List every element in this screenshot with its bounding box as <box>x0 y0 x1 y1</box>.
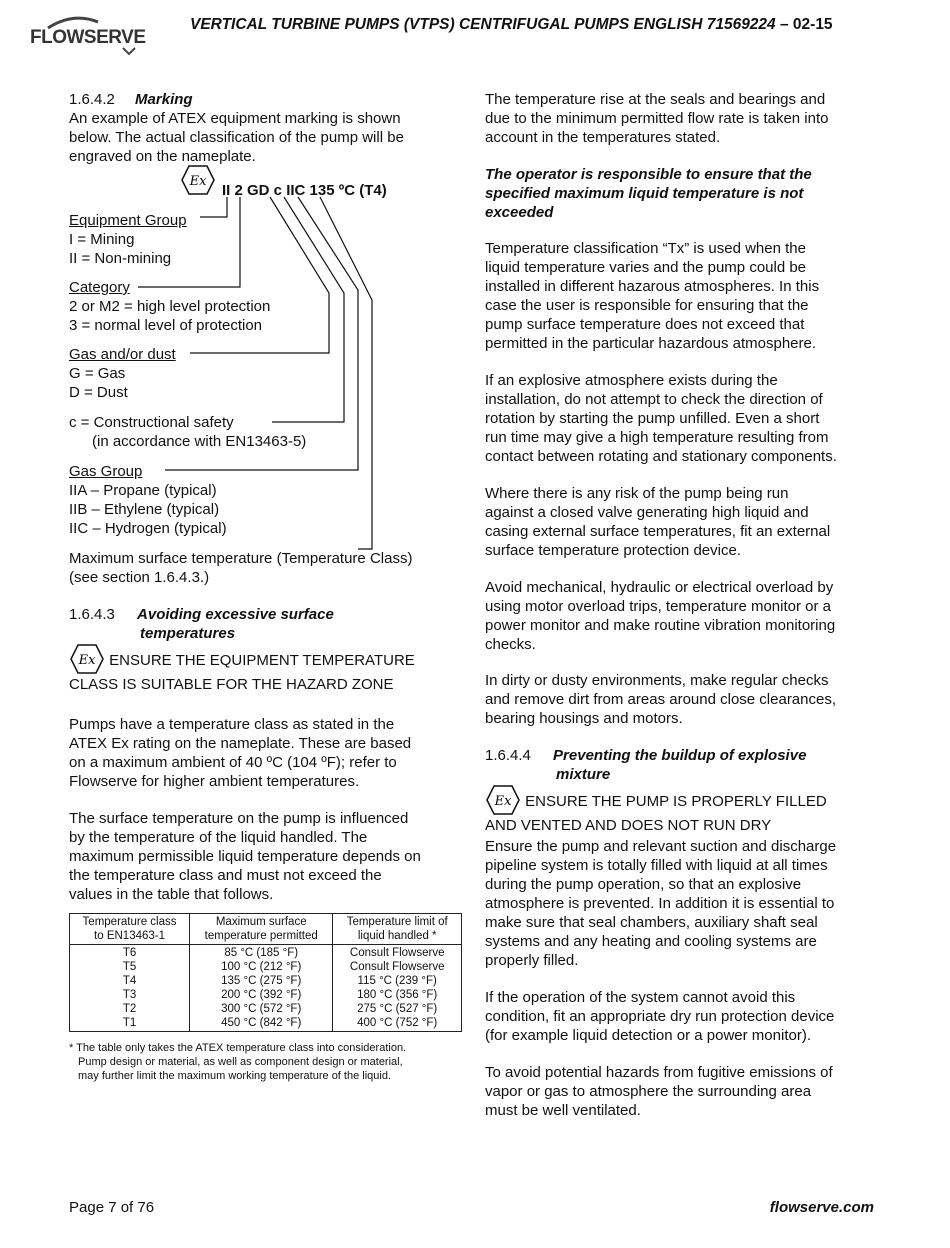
table-body-row <box>70 945 462 1032</box>
para-surface-temp: The surface temperature on the pump is influenced by the temperature of the liquid handled. The maximum permissible liquid temperature depends on the temperature class and must not exceed the values in the table that follows. <box>69 810 421 903</box>
para-temp-rise: The temperature rise at the seals and bearings and due to the minimum permitted flow rate is taken into account in the temperatures stated. <box>485 91 829 146</box>
gas-group: Gas Group IIA – Propane (typical) IIB – Ethylene (typical) IIC – Hydrogen (typical) <box>69 463 227 537</box>
ex-symbol-icon <box>485 784 521 816</box>
svg-text:Ex: Ex <box>78 653 96 668</box>
marking-code: II 2 GD c IIC 135 ºC (T4) <box>222 182 387 199</box>
ex-symbol-icon <box>69 643 105 675</box>
para-temperature-class: Pumps have a temperature class as stated in the ATEX Ex rating on the nameplate. These are based on a maximum ambient of 40 ºC (104 ºF); refer to Flowserve for higher ambient temperatures. <box>69 716 412 790</box>
para-explosive-atmosphere: If an explosive atmosphere exists during the installation, do not attempt to check the direction of rotation by starting the pump unfilled. Even a short run time may give a high temperature resulting from contact between rotating and stationary components. <box>485 372 837 465</box>
temp-class-cell: T6 T5 T4 T3 T2 T1 <box>70 945 190 1032</box>
table-header: Temperature class to EN13463-1 <box>70 914 190 945</box>
section-marking: 1.6.4.2 Marking An example of ATEX equipment marking is shown below. The actual classification of the pump will be engraved on the nameplate. <box>69 91 404 165</box>
para-pump-filled: Ensure the pump and relevant suction and discharge pipeline system is totally filled with liquid at all times during the pump operation, so that an explosive atmosphere is prevented. In addition it is essential to make sure that seal chambers, auxiliary shaft seal systems and any heating and cooling systems are properly filled. <box>485 838 837 969</box>
max-surface-temp-cell: 85 °C (185 °F) 100 °C (212 °F) 135 °C (275 °F) 200 °C (392 °F) 300 °C (572 °F) 450 °C (842 °F) <box>190 945 333 1032</box>
equipment-group: Equipment Group I = Mining II = Non-mining <box>69 212 187 267</box>
section-avoiding-temps: 1.6.4.3 Avoiding excessive surface temperatures <box>69 606 334 642</box>
para-closed-valve: Where there is any risk of the pump being run against a closed valve generating high liquid and casing external surface temperatures, fit an external surface temperature protection device. <box>485 485 831 559</box>
gas-dust: Gas and/or dust G = Gas D = Dust <box>69 346 176 401</box>
temperature-class-table <box>69 913 462 1032</box>
section-explosive-mixture: 1.6.4.4 Preventing the buildup of explosive mixture <box>485 747 807 783</box>
svg-text:Ex: Ex <box>494 794 512 809</box>
table-header-row <box>70 914 462 945</box>
footer-website-link[interactable]: flowserve.com <box>769 1199 874 1216</box>
category: Category 2 or M2 = high level protection 3 = normal level of protection <box>69 279 271 334</box>
para-dirty-environments: In dirty or dusty environments, make regular checks and remove dirt from areas around close clearances, bearing housings and motors. <box>485 672 837 727</box>
svg-text:Ex: Ex <box>189 174 207 189</box>
table-footnote: * The table only takes the ATEX temperature class into consideration. Pump design or material, as well as component design or material, may further limit the maximum working temperature of the liquid. <box>69 1042 407 1082</box>
liquid-temp-limit-cell: Consult Flowserve Consult Flowserve 115 °C (239 °F) 180 °C (356 °F) 275 °C (527 °F) 400 °C (752 °F) <box>333 945 462 1032</box>
para-dry-run: If the operation of the system cannot avoid this condition, fit an appropriate dry run protection device (for example liquid detection or a power monitor). <box>485 989 835 1044</box>
constructional-safety: c = Constructional safety (in accordance with EN13463-5) <box>69 414 307 450</box>
operator-warning: The operator is responsible to ensure that the specified maximum liquid temperature is not exceeded <box>485 166 812 221</box>
ex-symbol-icon <box>180 164 216 196</box>
ensure-pump-filled: Ex ENSURE THE PUMP IS PROPERLY FILLED AND VENTED AND DOES NOT RUN DRY <box>485 784 885 835</box>
para-tx-classification: Temperature classification “Tx” is used when the liquid temperature varies and the pump could be installed in different hazarous atmospheres. In this case the user is responsible for ensuring that the pump surface temperature does not exceed that permitted in the particular hazardous atmosphere. <box>485 240 820 352</box>
page-number: Page 7 of 76 <box>69 1199 155 1216</box>
table-header: Temperature limit of liquid handled * <box>333 914 462 945</box>
page-header: VERTICAL TURBINE PUMPS (VTPS) CENTRIFUGAL PUMPS ENGLISH 71569224 – 02-15 <box>190 16 833 33</box>
flowserve-logo: FLOWSERVE <box>28 14 143 56</box>
max-surface-temp: Maximum surface temperature (Temperature Class) (see section 1.6.4.3.) <box>69 550 413 586</box>
ensure-temp-class: Ex ENSURE THE EQUIPMENT TEMPERATURE CLASS IS SUITABLE FOR THE HAZARD ZONE <box>69 643 464 694</box>
table-header: Maximum surface temperature permitted <box>190 914 333 945</box>
para-fugitive-emissions: To avoid potential hazards from fugitive emissions of vapor or gas to atmosphere the surrounding area must be well ventilated. <box>485 1064 833 1119</box>
para-overload: Avoid mechanical, hydraulic or electrical overload by using motor overload trips, temperature monitor or a power monitor and make routine vibration monitoring checks. <box>485 579 836 653</box>
